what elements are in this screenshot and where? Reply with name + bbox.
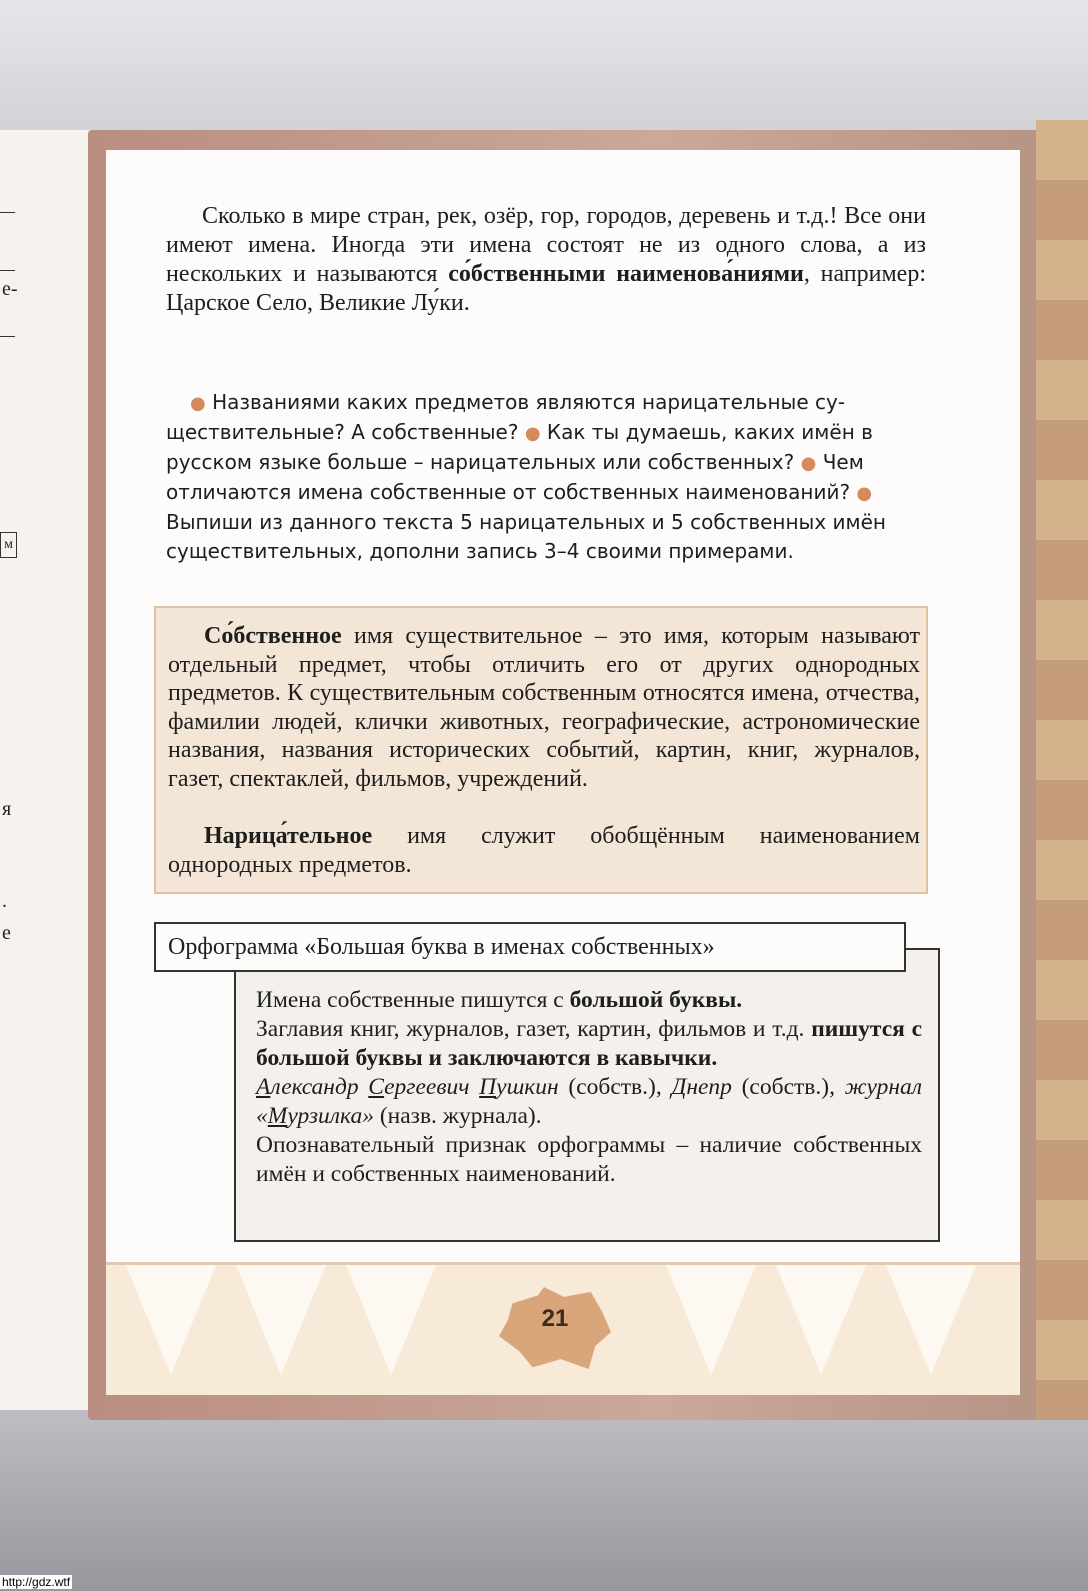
example-text: лександр (270, 1074, 369, 1100)
example-note: (собств.), (558, 1074, 672, 1100)
question: Выпиши из данного текста 5 нарицательных и 5 собственных имён существительных, дополни запись 3–4 своими примерами. (166, 510, 887, 563)
common-noun-rule (168, 822, 920, 879)
example-note: (назв. журнала). (373, 1103, 542, 1129)
decor-shape (666, 1265, 756, 1375)
decor-shape (236, 1265, 326, 1375)
questions-block (166, 388, 926, 566)
bullet-icon: ● (800, 453, 817, 474)
left-page-fragment: е- (2, 278, 18, 300)
decor-shape (346, 1265, 436, 1375)
orthogram-box (234, 948, 940, 1242)
orthogram-example (256, 1074, 559, 1100)
left-page-edge (0, 130, 93, 1410)
page-number: 21 (541, 1305, 569, 1332)
decor-shape (886, 1265, 976, 1375)
question: Названиями каких предметов являются нарицательные существительные? А собственные? (166, 390, 846, 444)
page-footer-decoration (106, 1262, 1020, 1395)
example-text: журнал « (256, 1074, 922, 1129)
orthogram-title: Орфограмма «Большая буква в именах собственных» (154, 922, 906, 972)
rule-text: имя существительное – это имя, которым называют отдельный предмет, чтобы отличить его от других однородных предметов. К существительным собственным относятся имена, отчества, фамилии людей, клички животных, географические, астрономические названия, названия исторических событий, картин, книг, журналов, газет, спектаклей, фильмов, учреждений. (168, 623, 920, 792)
example-capital: П (479, 1074, 497, 1100)
proper-noun-rule (168, 622, 920, 793)
orthogram-line: Заглавия книг, журналов, газет, картин, фильмов и т.д. (256, 1016, 812, 1042)
textbook-page (106, 150, 1020, 1395)
question: Как ты думаешь, каких имён в русском языке больше – нарицательных или собственных? (166, 420, 873, 474)
decor-shape (126, 1265, 216, 1375)
orthogram-emphasis: пишутся с большой буквы и заключаются в кавычки. (256, 1016, 923, 1071)
example-text: ушкин (496, 1074, 559, 1100)
book-edge-strip (1036, 120, 1088, 1420)
rule-definition-box (154, 606, 928, 894)
left-page-fragment: . (2, 890, 7, 912)
left-rule-line (0, 212, 15, 213)
rule-term: Нарица́тельное (204, 823, 373, 849)
orthogram-line: Имена собственные пишутся с (256, 987, 570, 1013)
source-url: http://gdz.wtf (2, 1575, 71, 1589)
question: Чем отличаются имена собственные от собственных наименований? (166, 450, 864, 504)
intro-text-end: , например: Царское Село, Великие Лу́ки. (166, 261, 926, 316)
example-capital: Д (671, 1074, 687, 1100)
bullet-icon: ● (856, 483, 873, 504)
left-page-fragment: я (2, 798, 12, 820)
rule-term: Со́бственное (204, 623, 342, 649)
example-text: урзилка» (287, 1103, 374, 1129)
orthogram-sign: Опознавательный признак орфограммы – наличие собственных имён и собственных наименований. (256, 1132, 922, 1187)
scan-background-bottom (0, 1410, 1088, 1591)
left-rule-line (0, 270, 15, 271)
example-capital: М (267, 1103, 288, 1129)
intro-text: Сколько в мире стран, рек, озёр, гор, городов, деревень и т.д.! Все они имеют имена. Иногда эти имена состоят не из одного слова, а из нескольких и называются (166, 203, 926, 287)
example-capital: С (368, 1074, 385, 1100)
decor-shape (776, 1265, 866, 1375)
intro-term: со́бственными наименова́ниями (448, 261, 804, 287)
example-note: (собств.), (731, 1074, 845, 1100)
intro-paragraph (166, 202, 926, 318)
orthogram-emphasis: большой буквы. (569, 987, 743, 1013)
example-capital: А (256, 1074, 271, 1100)
bullet-icon: ● (190, 393, 206, 414)
scan-background-top (0, 0, 1088, 150)
example-text: непр (686, 1074, 732, 1100)
left-rule-line (0, 336, 15, 337)
orthogram-text (256, 986, 922, 1189)
left-page-fragment: е (2, 922, 11, 944)
left-page-fragment: м (0, 532, 17, 558)
rule-text: имя служит обобщённым наименованием однородных предметов. (168, 823, 920, 878)
bullet-icon: ● (524, 423, 541, 444)
example-text: ергеевич (384, 1074, 480, 1100)
